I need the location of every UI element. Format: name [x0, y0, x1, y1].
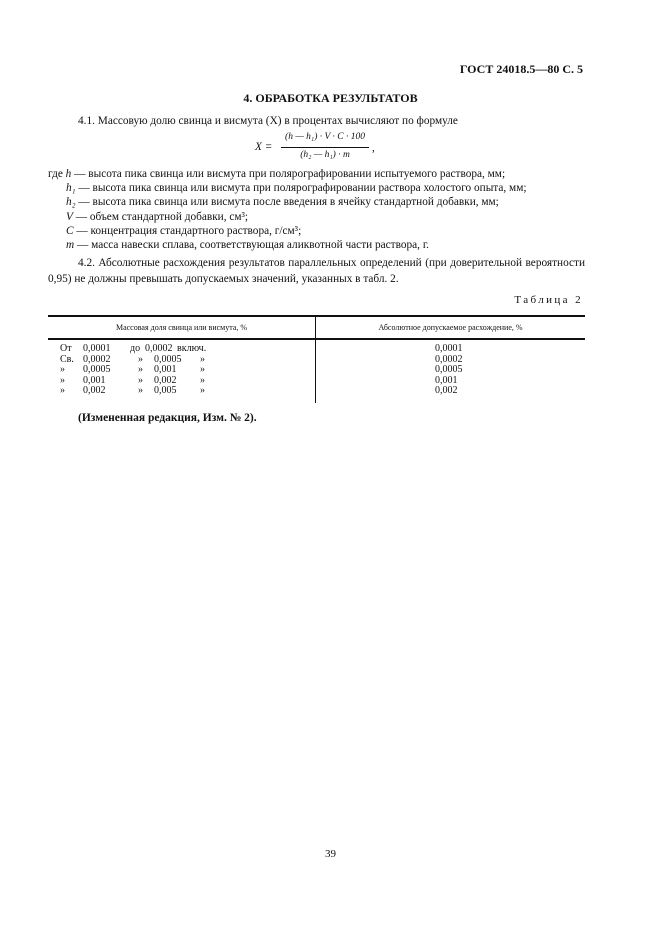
fraction-bar [281, 147, 369, 148]
definition-item [48, 238, 526, 252]
range-cell: » [60, 385, 65, 397]
tolerance-cell: 0,0005 [435, 364, 463, 376]
definition-symbol: V [66, 210, 73, 223]
range-cell: » [60, 364, 65, 376]
formula-numerator: (h — h₁) · V · C · 100 [285, 132, 365, 142]
range-cell: » [60, 374, 65, 386]
definitions-list [48, 167, 526, 252]
formula-comma: , [372, 142, 375, 154]
table-header-mass-fraction: Массовая доля свинца или висмута, % [115, 323, 248, 332]
definition-symbol: h₁ [66, 182, 76, 195]
range-cell: От [60, 343, 72, 354]
range-cell: » [200, 353, 205, 365]
definition-item [48, 224, 526, 238]
tolerance-cell: 0,0001 [435, 343, 463, 354]
range-cell: 0,0002 [83, 353, 111, 365]
definition-symbol: h₂ [66, 196, 76, 209]
section-title: 4. ОБРАБОТКА РЕЗУЛЬТАТОВ [243, 91, 418, 105]
range-cell: » [200, 374, 205, 386]
tolerance-cell: 0,001 [435, 374, 458, 386]
table-header-rule [48, 338, 585, 340]
range-cell: » [138, 374, 143, 386]
range-cell: » [200, 364, 205, 376]
definition-text: — масса навески сплава, соответствующая аликвотной части раствора, г. [74, 239, 430, 252]
definition-text: — высота пика свинца или висмута после введения в ячейку стандартной добавки, мм; [75, 196, 499, 209]
range-cell: » [138, 385, 143, 397]
range-cell: » [138, 364, 143, 376]
range-cell: до [130, 343, 141, 354]
definition-item [48, 167, 526, 181]
range-cell: 0,001 [154, 364, 177, 376]
definition-lead: где [48, 168, 66, 180]
range-cell: 0,002 [83, 385, 106, 397]
table-top-rule [48, 315, 585, 317]
amendment-note: (Измененная редакция, Изм. № 2). [78, 412, 257, 424]
table-row [60, 385, 585, 396]
tolerance-cell: 0,002 [435, 385, 458, 397]
range-cell: 0,005 [154, 385, 177, 397]
definition-item [48, 181, 526, 195]
formula-denominator: (h₂ — h₁) · m [300, 150, 350, 160]
range-cell: 0,001 [83, 374, 106, 386]
definition-text: — высота пика свинца или висмута при полярографировании раствора холостого опыта, мм; [75, 182, 527, 195]
range-cell: Св. [60, 353, 74, 365]
table-header-tolerance: Абсолютное допускаемое расхождение, % [378, 323, 523, 332]
definition-symbol: C [66, 224, 74, 237]
table-row [60, 364, 585, 375]
tolerance-cell: 0,0002 [435, 353, 463, 365]
definition-symbol: h [65, 168, 72, 180]
table-row [60, 354, 585, 365]
range-cell: 0,0005 [154, 353, 182, 365]
definition-symbol: m [66, 239, 75, 252]
definition-item [48, 195, 526, 209]
range-cell: 0,0002 [145, 343, 173, 354]
running-header: ГОСТ 24018.5—80 С. 5 [459, 62, 583, 76]
definition-text: — объем стандартной добавки, см³; [72, 210, 249, 223]
range-cell: 0,0005 [83, 364, 111, 376]
range-cell: 0,002 [154, 374, 177, 386]
page-number: 39 [325, 848, 336, 860]
definition-item [48, 210, 526, 224]
table-row [60, 375, 585, 386]
paragraph-4-2: 4.2. Абсолютные расхождения результатов параллельных определений (при доверительной вероятности 0,95) не должны превышать допускаемых значений, указанных в табл. 2. [48, 257, 585, 285]
range-cell: 0,0001 [83, 343, 111, 354]
paragraph-4-1: 4.1. Массовую долю свинца и висмута (X) в процентах вычисляют по формуле [78, 115, 458, 127]
definition-text: — концентрация стандартного раствора, г/см³; [73, 224, 302, 237]
range-cell: включ. [177, 343, 207, 354]
formula-lhs: X = [255, 141, 273, 153]
table-row [60, 343, 585, 354]
range-cell: » [138, 353, 143, 365]
table-label: Таблица 2 [514, 294, 583, 306]
definition-text: — высота пика свинца или висмута при полярографировании испытуемого раствора, мм; [71, 168, 506, 180]
range-cell: » [200, 385, 205, 397]
